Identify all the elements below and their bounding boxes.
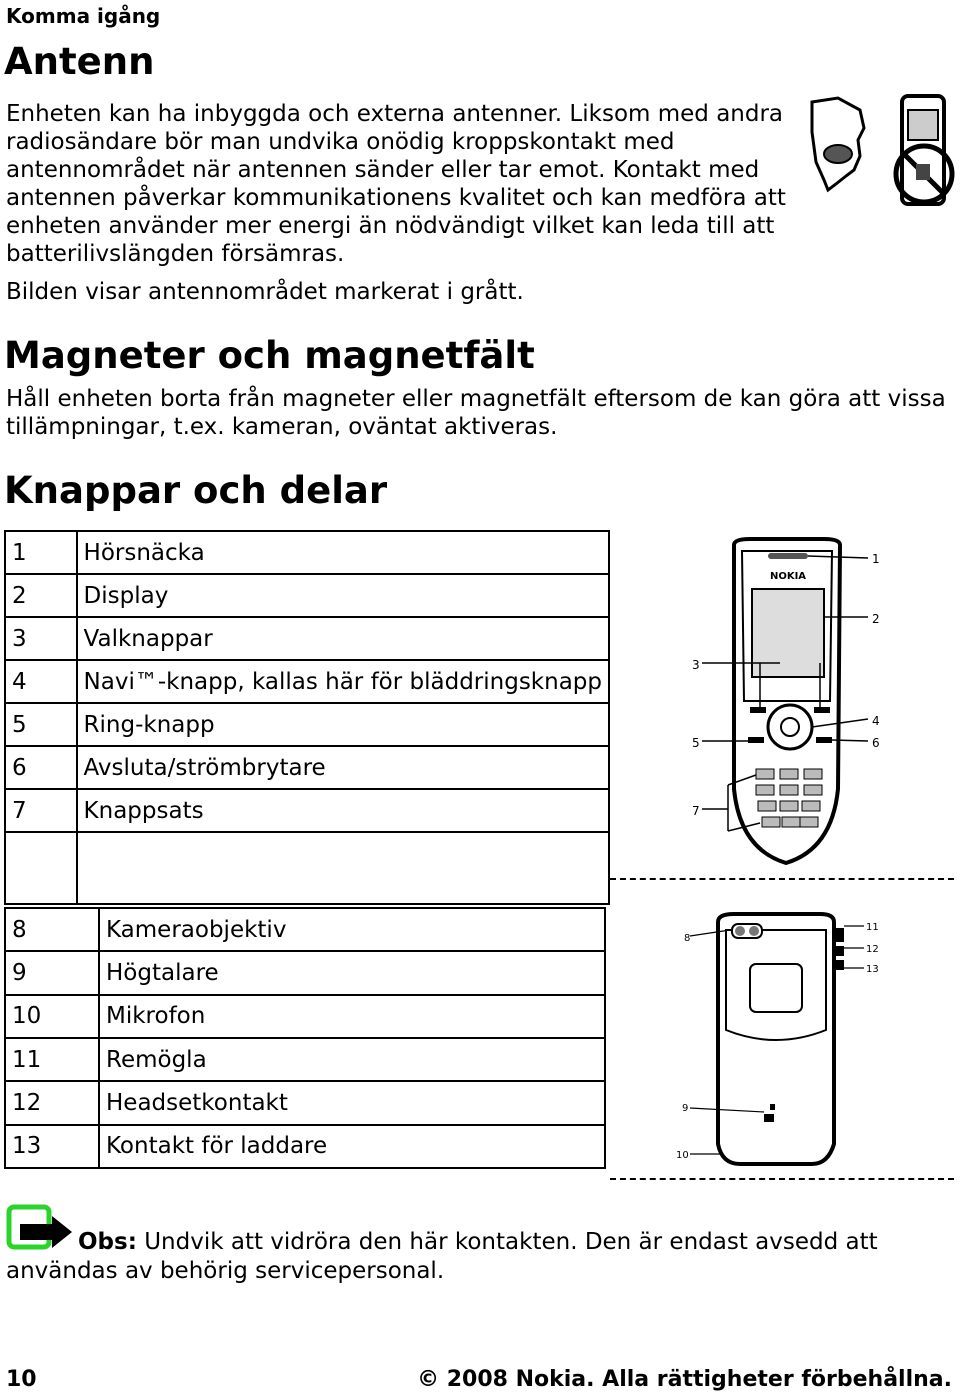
part-number: 2 bbox=[5, 574, 77, 617]
antenna-area-illustration bbox=[808, 92, 956, 214]
part-label: Ring-knapp bbox=[77, 703, 609, 746]
part-number: 7 bbox=[5, 789, 77, 832]
magnets-paragraph: Håll enheten borta från magneter eller magnetfält eftersom de kan göra att vissa tillämpningar, t.ex. kameran, oväntat aktiveras. bbox=[6, 386, 946, 440]
table-row bbox=[5, 908, 956, 951]
part-number: 6 bbox=[5, 746, 77, 789]
callout-11: 11 bbox=[866, 922, 879, 933]
part-number: 9 bbox=[5, 951, 99, 994]
part-label: Navi™-knapp, kallas här för bläddringsknapp bbox=[77, 660, 609, 703]
part-label: Display bbox=[77, 574, 609, 617]
callout-7: 7 bbox=[692, 804, 700, 818]
part-number: 11 bbox=[5, 1038, 99, 1081]
callout-4: 4 bbox=[872, 714, 880, 728]
back-phone-illustration bbox=[606, 908, 956, 1168]
empty-cell bbox=[77, 832, 609, 904]
part-number: 12 bbox=[5, 1081, 99, 1124]
callout-10: 10 bbox=[676, 1150, 689, 1161]
part-label: Valknappar bbox=[77, 617, 609, 660]
note-paragraph bbox=[6, 1228, 954, 1286]
back-phone-cell bbox=[605, 908, 956, 1168]
divider bbox=[610, 878, 954, 880]
part-label: Kameraobjektiv bbox=[99, 908, 605, 951]
section-header: Komma igång bbox=[6, 4, 161, 28]
antenna-title: Antenn bbox=[4, 40, 155, 83]
note-text: Undvik att vidröra den här kontakten. Den är endast avsedd att användas av behörig servicepersonal. bbox=[6, 1229, 878, 1284]
part-number: 13 bbox=[5, 1125, 99, 1168]
part-number: 4 bbox=[5, 660, 77, 703]
part-number: 10 bbox=[5, 995, 99, 1038]
part-number: 8 bbox=[5, 908, 99, 951]
part-label: Mikrofon bbox=[99, 995, 605, 1038]
callout-13: 13 bbox=[866, 964, 879, 975]
callout-12: 12 bbox=[866, 944, 879, 955]
callout-8: 8 bbox=[684, 933, 691, 944]
part-label: Knappsats bbox=[77, 789, 609, 832]
table-row bbox=[5, 531, 960, 574]
part-label: Headsetkontakt bbox=[99, 1081, 605, 1124]
front-phone-illustration bbox=[610, 531, 960, 876]
part-number: 1 bbox=[5, 531, 77, 574]
parts-title: Knappar och delar bbox=[4, 469, 388, 512]
back-parts-table bbox=[4, 907, 956, 1169]
phone-brand: NOKIA bbox=[769, 571, 807, 582]
callout-5: 5 bbox=[692, 736, 700, 750]
callout-2: 2 bbox=[872, 612, 880, 626]
part-label: Kontakt för laddare bbox=[99, 1125, 605, 1168]
part-label: Högtalare bbox=[99, 951, 605, 994]
part-label: Avsluta/strömbrytare bbox=[77, 746, 609, 789]
callout-3: 3 bbox=[692, 658, 700, 672]
front-parts-table bbox=[4, 530, 960, 905]
part-label: Remögla bbox=[99, 1038, 605, 1081]
divider bbox=[610, 1178, 954, 1180]
part-number: 5 bbox=[5, 703, 77, 746]
antenna-caption: Bilden visar antennområdet markerat i grått. bbox=[6, 279, 524, 305]
callout-9: 9 bbox=[682, 1103, 689, 1114]
callout-6: 6 bbox=[872, 736, 880, 750]
note-label: Obs: bbox=[78, 1229, 137, 1255]
part-label: Hörsnäcka bbox=[77, 531, 609, 574]
copyright-text: © 2008 Nokia. Alla rättigheter förbehållna. bbox=[417, 1367, 952, 1392]
part-number: 3 bbox=[5, 617, 77, 660]
front-phone-cell bbox=[609, 531, 960, 904]
magnets-title: Magneter och magnetfält bbox=[4, 334, 535, 377]
callout-1: 1 bbox=[872, 552, 880, 566]
empty-cell bbox=[5, 832, 77, 904]
antenna-paragraph: Enheten kan ha inbyggda och externa antenner. Liksom med andra radiosändare bör man undvika onödig kroppskontakt med antennområdet när antennen sänder eller tar emot. Kontakt med antennen påverkar kommunikationens kvalitet och kan medföra att enheten använder mer energi än nödvändigt vilket kan leda till att batterilivslängden försämras. bbox=[6, 101, 786, 267]
page-number: 10 bbox=[6, 1367, 37, 1392]
